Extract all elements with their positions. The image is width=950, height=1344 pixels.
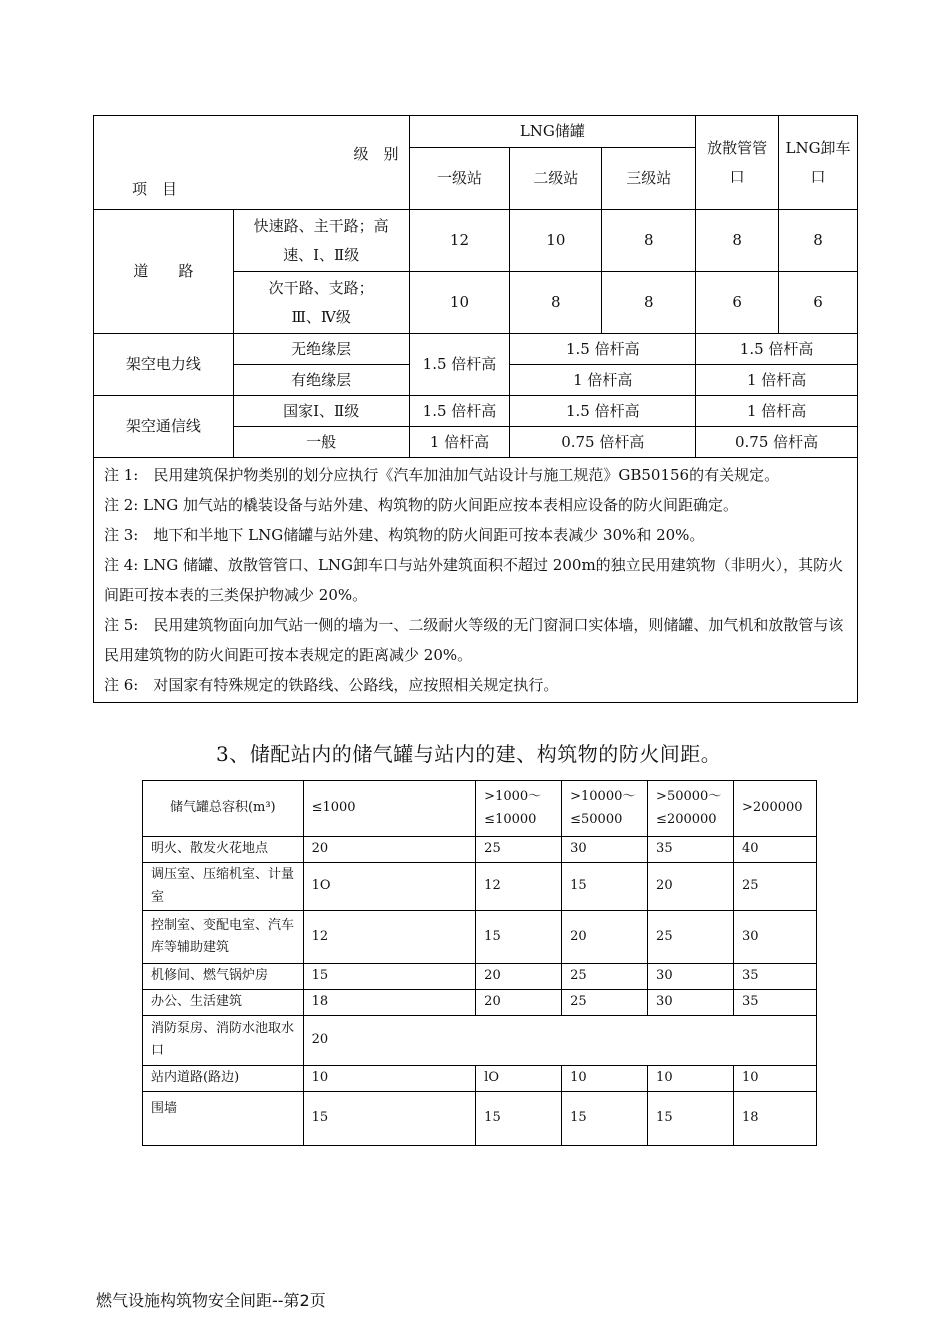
lng-tank-header: LNG储罐 (409, 116, 696, 148)
table-row (143, 911, 817, 964)
cell: 30 (648, 964, 734, 990)
cell: 1.5 倍杆高 (409, 334, 510, 396)
road-sub-2: 次干路、支路；Ⅲ、Ⅳ级 (233, 272, 409, 334)
unload-header: LNG卸车口 (779, 116, 858, 210)
notes-block (94, 458, 858, 703)
cell: 20 (648, 862, 734, 911)
cell: 1.5 倍杆高 (510, 334, 696, 365)
cell: 12 (303, 911, 476, 964)
cell: 10 (510, 210, 602, 272)
table-row (143, 990, 817, 1016)
header-grade-item (94, 116, 410, 210)
cell: 0.75 倍杆高 (696, 427, 858, 458)
cell: 40 (734, 837, 817, 863)
cell: 10 (734, 1065, 817, 1091)
lng-distance-table (93, 115, 858, 703)
cell: 30 (734, 911, 817, 964)
storage-distance-table (142, 780, 817, 1146)
cell: 15 (303, 1091, 476, 1145)
row-label: 消防泵房、消防水池取水口 (143, 1015, 304, 1065)
cell: 1 倍杆高 (696, 365, 858, 396)
level1-header: 一级站 (409, 148, 510, 210)
header-cell: >200000 (734, 781, 817, 837)
cell: 12 (409, 210, 510, 272)
cell: 25 (476, 837, 562, 863)
cell: 8 (779, 210, 858, 272)
header-cell: >50000～≤200000 (648, 781, 734, 837)
table-row (143, 1091, 817, 1145)
cell: 10 (409, 272, 510, 334)
comm-sub-1: 国家Ⅰ、Ⅱ级 (233, 396, 409, 427)
cell: 8 (602, 210, 696, 272)
row-label: 明火、散发火花地点 (143, 837, 304, 863)
cell: 30 (562, 837, 648, 863)
cell: 25 (562, 964, 648, 990)
row-label: 站内道路(路边) (143, 1065, 304, 1091)
cell: 20 (303, 1015, 816, 1065)
cell: 0.75 倍杆高 (510, 427, 696, 458)
level2-header: 二级站 (510, 148, 602, 210)
power-sub-1: 无绝缘层 (233, 334, 409, 365)
cell: 6 (696, 272, 779, 334)
row-label: 围墙 (143, 1091, 304, 1145)
table-row (143, 1015, 817, 1065)
cell: 1 倍杆高 (409, 427, 510, 458)
table-row (143, 964, 817, 990)
power-label: 架空电力线 (94, 334, 234, 396)
note-3: 注 3: 地下和半地下 LNG储罐与站外建、构筑物的防火间距可按本表减少 30%和 20%。 (104, 526, 705, 544)
row-label: 调压室、压缩机室、计量室 (143, 862, 304, 911)
table-row (143, 1065, 817, 1091)
level3-header: 三级站 (602, 148, 696, 210)
row-label: 控制室、变配电室、汽车库等辅助建筑 (143, 911, 304, 964)
row-label: 办公、生活建筑 (143, 990, 304, 1016)
road-label: 道 路 (94, 210, 234, 334)
cell: 1 倍杆高 (696, 396, 858, 427)
note-6: 注 6: 对国家有特殊规定的铁路线、公路线，应按照相关规定执行。 (104, 676, 559, 694)
cell: 30 (648, 990, 734, 1016)
note-4: 注 4: LNG 储罐、放散管管口、LNG卸车口与站外建筑面积不超过 200m的独立民用建筑物（非明火），其防火间距可按本表的三类保护物减少 20%。 (104, 556, 844, 604)
cell: 6 (779, 272, 858, 334)
cell: 35 (734, 990, 817, 1016)
table-row (143, 837, 817, 863)
cell: 1O (303, 862, 476, 911)
table-row (143, 862, 817, 911)
header-cell: ≤1000 (303, 781, 476, 837)
cell: 8 (602, 272, 696, 334)
power-sub-2: 有绝缘层 (233, 365, 409, 396)
cell: 25 (562, 990, 648, 1016)
cell: 20 (476, 990, 562, 1016)
section-caption: 3、储配站内的储气罐与站内的建、构筑物的防火间距。 (216, 742, 722, 766)
page-footer: 燃气设施构筑物安全间距--第2页 (96, 1291, 326, 1310)
cell: 15 (476, 911, 562, 964)
note-5: 注 5: 民用建筑物面向加气站一侧的墙为一、二级耐火等级的无门窗洞口实体墙，则储罐、加气机和放散管与该民用建筑物的防火间距可按本表规定的距离减少 20%。 (104, 616, 844, 664)
header-cell: 储气罐总容积(m³) (143, 781, 304, 837)
header-cell: >1000～≤10000 (476, 781, 562, 837)
cell: 15 (562, 862, 648, 911)
cell: 10 (562, 1065, 648, 1091)
item-label: 项 目 (132, 179, 178, 198)
cell: 20 (303, 837, 476, 863)
note-2: 注 2: LNG 加气站的橇装设备与站外建、构筑物的防火间距应按本表相应设备的防火间距确定。 (104, 496, 738, 514)
cell: 10 (303, 1065, 476, 1091)
cell: 25 (734, 862, 817, 911)
cell: 35 (648, 837, 734, 863)
header-cell: >10000～≤50000 (562, 781, 648, 837)
cell: 8 (510, 272, 602, 334)
cell: 20 (476, 964, 562, 990)
cell: 15 (648, 1091, 734, 1145)
cell: lO (476, 1065, 562, 1091)
comm-label: 架空通信线 (94, 396, 234, 458)
cell: 18 (734, 1091, 817, 1145)
cell: 25 (648, 911, 734, 964)
row-label: 机修间、燃气锅炉房 (143, 964, 304, 990)
cell: 1 倍杆高 (510, 365, 696, 396)
cell: 15 (562, 1091, 648, 1145)
vent-header: 放散管管 口 (696, 116, 779, 210)
cell: 1.5 倍杆高 (510, 396, 696, 427)
cell: 15 (303, 964, 476, 990)
cell: 18 (303, 990, 476, 1016)
road-sub-1: 快速路、主干路；高速、Ⅰ、Ⅱ级 (233, 210, 409, 272)
cell: 10 (648, 1065, 734, 1091)
note-1: 注 1: 民用建筑保护物类别的划分应执行《汽车加油加气站设计与施工规范》GB50156的有关规定。 (104, 466, 780, 484)
cell: 1.5 倍杆高 (696, 334, 858, 365)
cell: 8 (696, 210, 779, 272)
grade-label: 级 别 (353, 145, 399, 163)
cell: 15 (476, 1091, 562, 1145)
cell: 12 (476, 862, 562, 911)
cell: 1.5 倍杆高 (409, 396, 510, 427)
cell: 20 (562, 911, 648, 964)
cell: 35 (734, 964, 817, 990)
comm-sub-2: 一般 (233, 427, 409, 458)
